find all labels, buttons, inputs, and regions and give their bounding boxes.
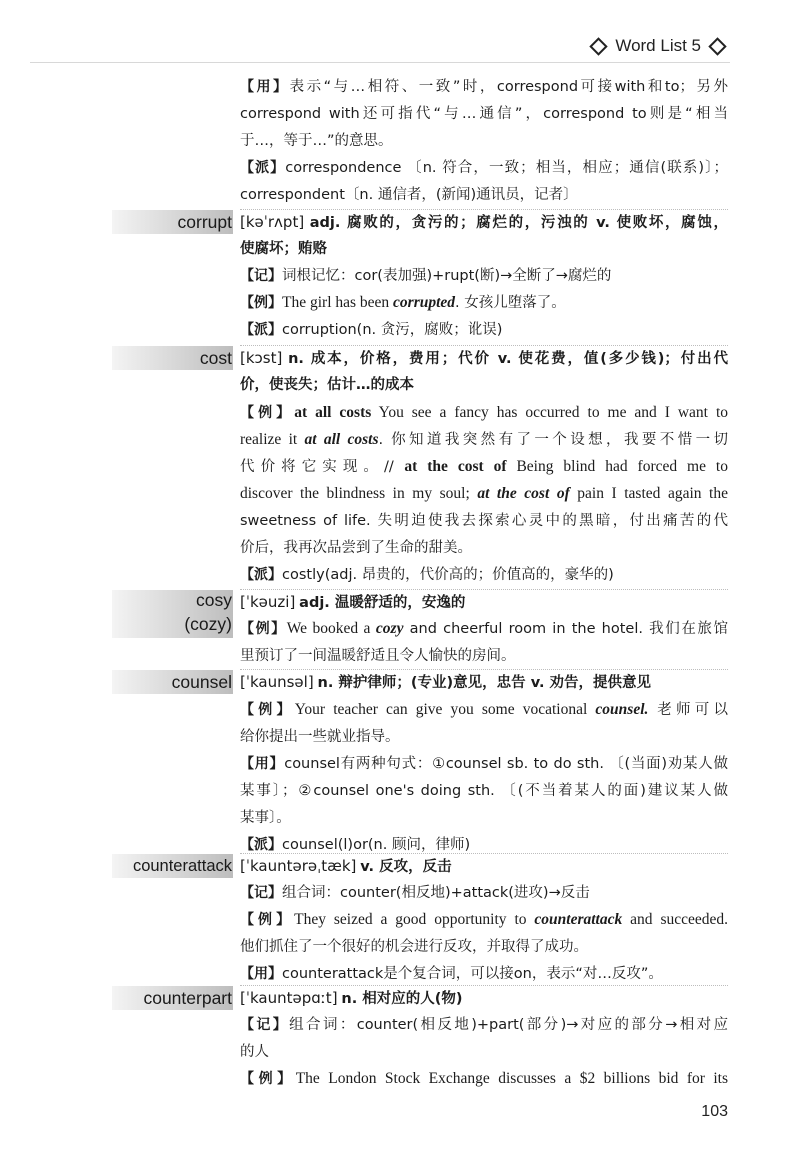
- running-header: [588, 36, 728, 56]
- usage-line: 【用】counsel有两种句式：①counsel sb. to do sth. 〔(当面)劝某人做: [240, 756, 729, 772]
- definition-line: 价，使丧失；估计…的成本: [240, 377, 414, 393]
- definition-line: [ˈkauntərəˌtæk] v. 反攻，反击: [240, 857, 452, 875]
- example-line: 给你提出一些就业指导。: [240, 729, 400, 745]
- example-line: 代价将它实现。// at the cost of Being blind had forced me to: [240, 458, 728, 475]
- derivative-line: correspondent〔n. 通信者，(新闻)通讯员，记者〕: [240, 187, 578, 203]
- page-number: 103: [701, 1103, 728, 1120]
- usage-line: 某事〕；②counsel one's doing sth. 〔(不当着某人的面)建议某人做: [240, 783, 728, 799]
- memory-line: 【记】词根记忆：cor(表加强)+rupt(断)→全断了→腐烂的: [240, 268, 612, 284]
- headword-counterattack: counterattack: [132, 857, 232, 875]
- example-line: 【例】They seized a good opportunity to counterattack and succeeded.: [240, 911, 729, 928]
- example-line: 他们抓住了一个很好的机会进行反攻，并取得了成功。: [240, 939, 588, 955]
- headword-corrupt: corrupt: [177, 212, 232, 232]
- diamond-icon: [590, 37, 608, 55]
- example-line: 【例】We booked a cozy and cheerful room in the hotel. 我们在旅馆: [240, 620, 729, 637]
- example-line: 【例】at all costs You see a fancy has occurred to me and I want to: [240, 404, 728, 421]
- example-line: 【例】The London Stock Exchange discusses a $2 billions bid for its: [240, 1070, 729, 1087]
- example-line: sweetness of life. 失明迫使我去探索心灵中的黑暗，付出痛苦的代: [240, 513, 728, 529]
- derivative-line: 【派】correspondence 〔n. 符合，一致；相当，相应；通信(联系)〕；: [240, 160, 728, 176]
- usage-line: correspond with还可指代“与…通信”，correspond to则是“相当: [240, 106, 728, 122]
- example-line: 【例】The girl has been corrupted. 女孩儿堕落了。: [240, 294, 566, 311]
- definition-line: [kɔst] n. 成本，价格，费用；代价 v. 使花费，值(多少钱)；付出代: [240, 349, 729, 367]
- definition-line: 使腐坏；贿赂: [240, 241, 327, 257]
- definition-line: [ˈkəuzi] adj. 温暖舒适的，安逸的: [240, 593, 466, 611]
- headword-cosy: cosy (cozy): [184, 590, 232, 634]
- header-title: Word List 5: [615, 36, 701, 55]
- derivative-line: 【派】corruption(n. 贪污，腐败；讹误): [240, 322, 503, 338]
- usage-line: 【用】counterattack是个复合词，可以接on，表示“对…反攻”。: [240, 966, 663, 982]
- example-line: 【例】Your teacher can give you some vocational counsel. 老师可以: [240, 701, 729, 718]
- usage-line: 【用】表示“与…相符、一致”时，correspond可接with和to；另外: [240, 79, 729, 95]
- derivative-line: 【派】counsel(l)or(n. 顾问，律师): [240, 837, 471, 853]
- usage-line: 于…，等于…”的意思。: [240, 133, 393, 149]
- definition-line: [ˈkauntəpɑːt] n. 相对应的人(物): [240, 989, 463, 1007]
- header-rule: [30, 62, 730, 63]
- memory-line: 【记】组合词：counter(相反地)+attack(进攻)→反击: [240, 885, 590, 901]
- example-line: 价后，我再次品尝到了生命的甜美。: [240, 540, 472, 556]
- usage-line: 某事〕。: [240, 810, 291, 826]
- definition-line: [ˈkaunsəl] n. 辩护律师；(专业)意见，忠告 v. 劝告，提供意见: [240, 673, 652, 691]
- example-line: 里预订了一间温暖舒适且令人愉快的房间。: [240, 648, 516, 664]
- example-line: discover the blindness in my soul; at the cost of pain I tasted again the: [240, 485, 728, 502]
- example-line: realize it at all costs. 你知道我突然有了一个设想，我要不惜一切: [240, 431, 729, 448]
- memory-line: 【记】组合词：counter(相反地)+part(部分)→对应的部分→相对应: [240, 1017, 729, 1033]
- headword-counterpart: counterpart: [143, 988, 232, 1008]
- headword-cost: cost: [199, 348, 232, 368]
- memory-line: 的人: [240, 1044, 269, 1060]
- derivative-line: 【派】costly(adj. 昂贵的，代价高的；价值高的，豪华的): [240, 567, 614, 583]
- diamond-icon: [708, 37, 726, 55]
- definition-line: [kəˈrʌpt] adj. 腐败的，贪污的；腐烂的，污浊的 v. 使败坏，腐蚀，: [240, 213, 728, 231]
- headword-counsel: counsel: [171, 672, 232, 692]
